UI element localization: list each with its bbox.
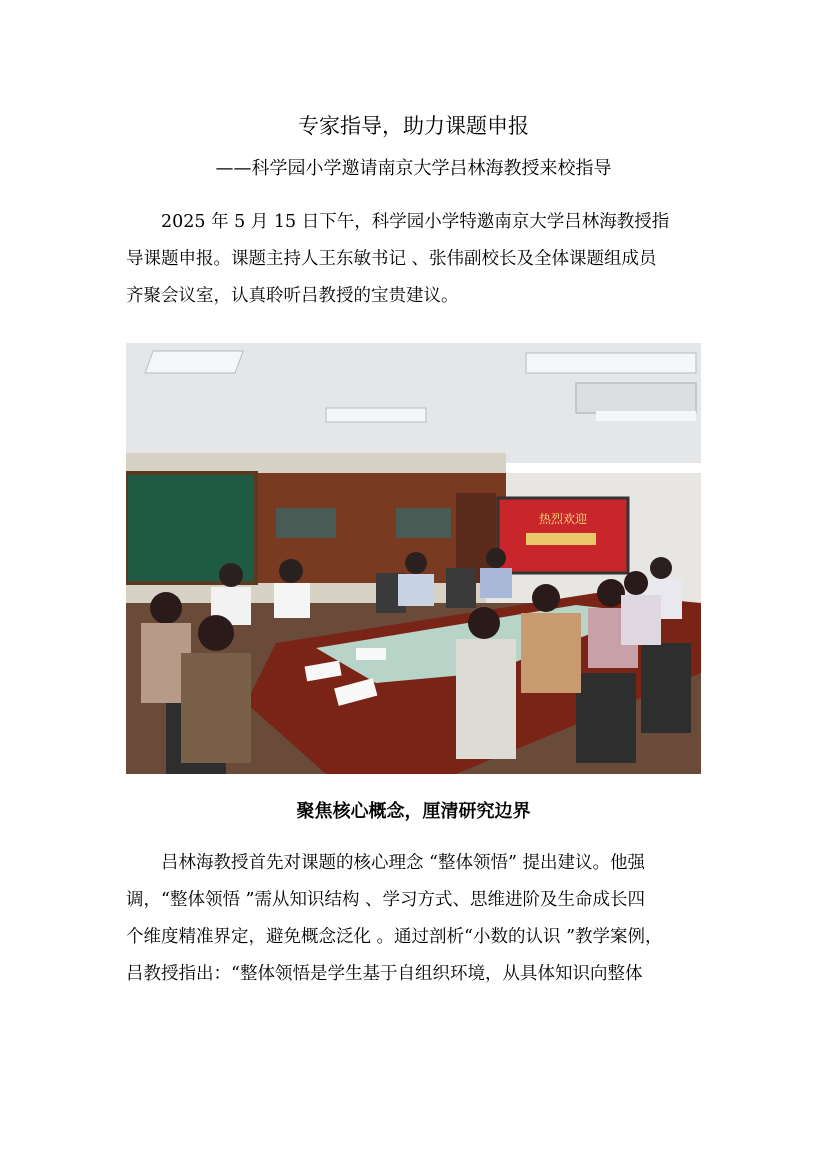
page-title: 专家指导，助力课题申报 bbox=[298, 114, 529, 138]
screen-heading: 热烈欢迎 bbox=[538, 512, 588, 526]
paragraph-line: 2025 年 5 月 15 日下午，科学园小学特邀南京大学吕林海教授指 bbox=[126, 212, 670, 232]
paragraph-line: 导课题申报。课题主持人王东敏书记 、张伟副校长及全体课题组成员 bbox=[126, 249, 657, 269]
body-paragraph bbox=[126, 845, 702, 993]
section-heading: 聚焦核心概念，厘清研究边界 bbox=[296, 801, 531, 822]
paragraph-line: 个维度精准界定，避免概念泛化 。通过剖析“小数的认识 ”教学案例， bbox=[126, 927, 663, 947]
intro-paragraph bbox=[126, 204, 702, 315]
paragraph-line: 吕教授指出：“整体领悟是学生基于自组织环境，从具体知识向整体 bbox=[126, 964, 643, 984]
paragraph-line: 吕林海教授首先对课题的核心理念 “整体领悟” 提出建议。他强 bbox=[126, 853, 646, 873]
paragraph-line: 调，“整体领悟 ”需从知识结构 、学习方式、思维进阶及生命成长四 bbox=[126, 890, 646, 910]
paragraph-line: 齐聚会议室，认真聆听吕教授的宝贵建议。 bbox=[126, 286, 459, 306]
meeting-room-photo bbox=[126, 343, 701, 774]
page-subtitle: ——科学园小学邀请南京大学吕林海教授来校指导 bbox=[215, 158, 612, 179]
